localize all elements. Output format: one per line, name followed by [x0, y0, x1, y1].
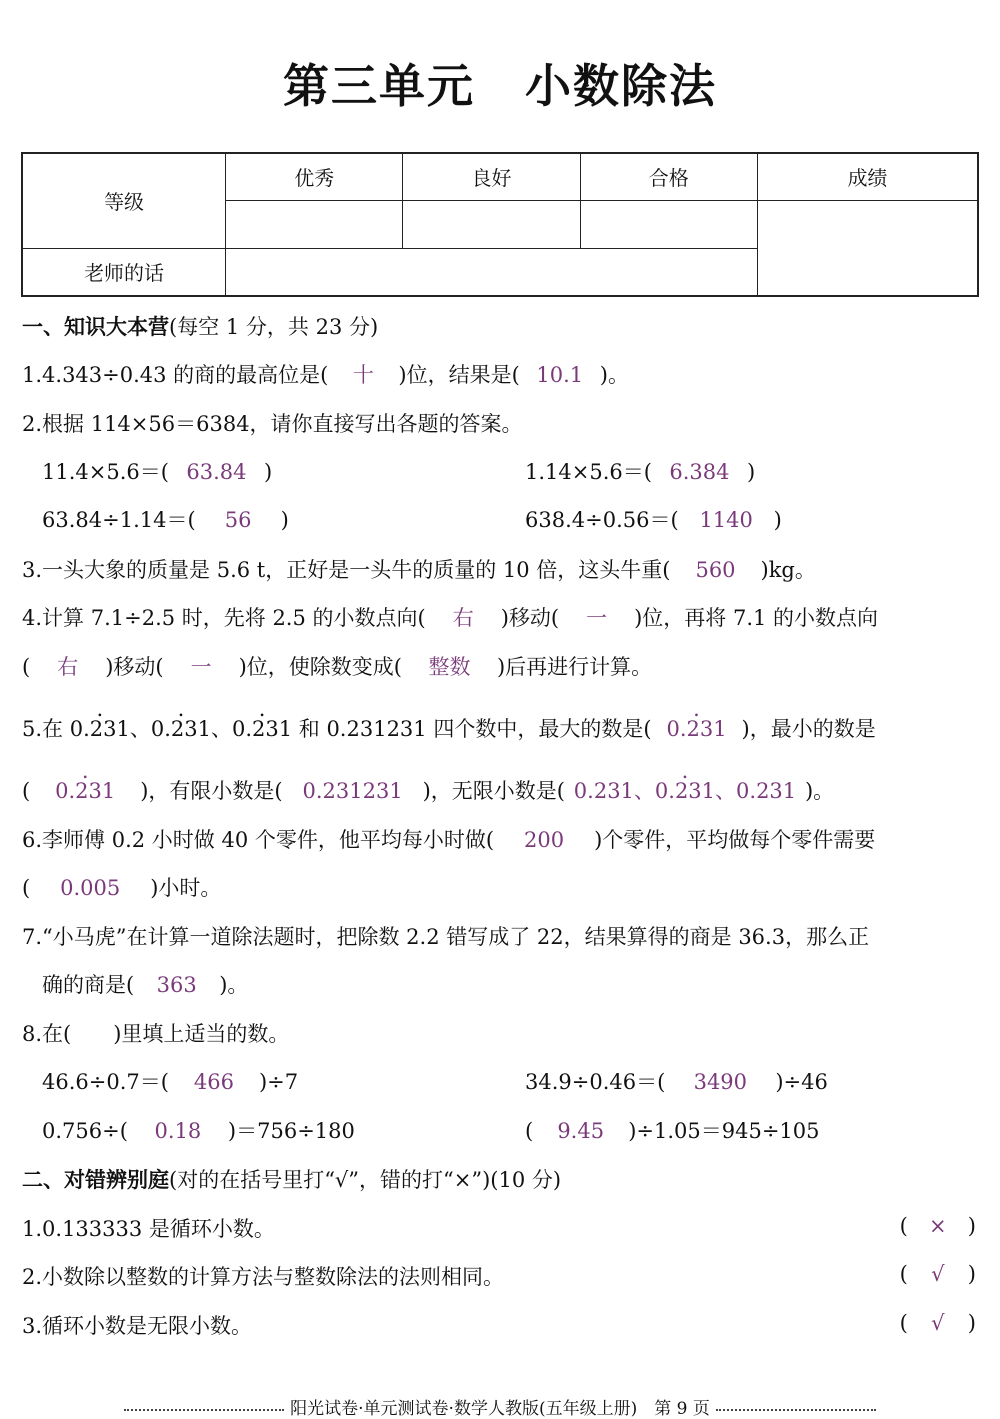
- footer-text: 阳光试卷·单元测试卷·数学人教版(五年级上册) 第 9 页: [290, 1399, 710, 1419]
- q8-row1-left: [42, 1067, 298, 1097]
- question-2: 2.根据 114×56＝6384，请你直接写出各题的答案。: [22, 412, 523, 436]
- question-1: [22, 360, 629, 390]
- footer-rule-right: [716, 1409, 876, 1411]
- question-6-line1: [22, 825, 875, 855]
- question-5-line1: [22, 714, 876, 744]
- q5-text-b: 和 0.231231 四个数中，最大的数是(: [292, 717, 652, 741]
- q8-r1l-end: )÷7: [258, 1070, 299, 1094]
- grade-col-pass: 合格: [580, 153, 757, 200]
- section-1-title: 一、知识大本营: [22, 315, 169, 339]
- q8-r2l-answer: 0.18: [154, 1119, 202, 1143]
- q4-answer-4: 一: [190, 655, 212, 679]
- grade-col-score: 成绩: [757, 153, 978, 200]
- q2-r2l-close: ): [280, 508, 289, 532]
- grade-table: [21, 152, 979, 297]
- grade-col-good: 良好: [403, 153, 580, 200]
- q4-answer-1: 右: [452, 606, 474, 630]
- question-6-line2: [22, 873, 221, 903]
- q8-r1l-text: 46.6÷0.7＝(: [42, 1070, 169, 1094]
- q4-answer-5: 整数: [428, 655, 471, 679]
- q4-text-b: )移动(: [500, 606, 560, 630]
- q5-answer-2: . 0.231: [30, 776, 140, 806]
- judge-1-answer-box: ( × ): [899, 1214, 976, 1238]
- grade-cell-pass: [580, 200, 757, 248]
- judge-3-answer: √: [931, 1311, 945, 1335]
- q7-answer: 363: [156, 973, 197, 997]
- q7-text-b: 确的商是(: [42, 973, 135, 997]
- q5-number-1: . 0.231: [70, 714, 130, 744]
- judge-3-answer-box: ( √ ): [899, 1311, 976, 1335]
- q3-text-a: 3.一头大象的质量是 5.6 t，正好是一头牛的质量的 10 倍，这头牛重(: [22, 558, 671, 582]
- q8-row2-right: [525, 1116, 820, 1146]
- q6-answer-1: 200: [524, 828, 565, 852]
- section-2-heading: [22, 1165, 561, 1195]
- judge-1: 1.0.133333 是循环小数。: [22, 1217, 275, 1241]
- q8-r2l-text: 0.756÷(: [42, 1119, 128, 1143]
- q5-answer-1: . 0.231: [652, 714, 742, 744]
- q5-number-3: . 0.231: [232, 714, 292, 744]
- q5-number-2: . 0.231: [151, 714, 211, 744]
- question-8: 8.在( )里填上适当的数。: [22, 1022, 290, 1046]
- q8-r2r-end: )÷1.05＝945÷105: [628, 1119, 820, 1143]
- q2-r1r-answer: 6.384: [669, 460, 730, 484]
- q2-r2r-close: ): [773, 508, 782, 532]
- q6-text-c: (: [22, 876, 31, 900]
- q4-text-g: )后再进行计算。: [496, 655, 653, 679]
- grade-cell-good: [403, 200, 580, 248]
- question-4-line2: [22, 652, 652, 682]
- q1-answer-1: 十: [352, 363, 374, 387]
- q6-text-a: 6.李师傅 0.2 小时做 40 个零件，他平均每小时做(: [22, 828, 495, 852]
- judge-3: 3.循环小数是无限小数。: [22, 1314, 253, 1338]
- q2-r1l-close: ): [263, 460, 273, 484]
- q4-text-e: )移动(: [105, 655, 164, 679]
- grade-col-excellent: 优秀: [226, 153, 403, 200]
- q4-text-c: )位，再将 7.1 的小数点向: [634, 606, 879, 630]
- q6-answer-2: 0.005: [60, 876, 121, 900]
- q5-text-f: )，无限小数是(: [422, 779, 565, 803]
- q5-answer-3: 0.231231: [302, 779, 403, 803]
- q5-sep-2: 、: [210, 717, 232, 741]
- teacher-comment-label: 老师的话: [22, 248, 226, 296]
- q2-row2-right: [525, 505, 782, 535]
- q8-r1r-text: 34.9÷0.46＝(: [525, 1070, 666, 1094]
- question-4-line1: [22, 603, 878, 633]
- q8-r2r-text: (: [525, 1119, 534, 1143]
- q4-text-d: (: [22, 655, 31, 679]
- q5-text-c: )，最小的数是: [741, 717, 876, 741]
- q8-r1r-end: )÷46: [775, 1070, 828, 1094]
- question-7-line2: [42, 970, 248, 1000]
- question-3: [22, 555, 816, 585]
- q4-answer-2: 一: [586, 606, 608, 630]
- title-topic: 小数除法: [525, 59, 717, 113]
- q5-sep-1: 、: [129, 717, 151, 741]
- judge-2-answer: √: [931, 1262, 945, 1286]
- q2-r2l-answer: 56: [224, 508, 252, 532]
- q1-answer-2: 10.1: [536, 363, 584, 387]
- q4-answer-3: 右: [57, 655, 79, 679]
- q8-r1r-answer: 3490: [693, 1070, 748, 1094]
- q2-r1r-text: 1.14×5.6＝(: [525, 460, 652, 484]
- question-5-line2: [22, 776, 834, 806]
- q4-text-f: )位，使除数变成(: [238, 655, 402, 679]
- q1-text-a: 1.4.343÷0.43 的商的最高位是(: [22, 363, 329, 387]
- q7-text-c: )。: [219, 973, 249, 997]
- q2-row2-left: [42, 505, 289, 535]
- q8-r1l-answer: 466: [193, 1070, 234, 1094]
- q2-row1-right: [525, 457, 755, 487]
- judge-1-answer: ×: [928, 1214, 947, 1238]
- q3-answer: 560: [695, 558, 736, 582]
- footer-rule-left: [124, 1409, 284, 1411]
- section-2-note: (对的在括号里打“√”，错的打“×”)(10 分): [169, 1168, 562, 1192]
- q2-r1r-close: ): [746, 460, 756, 484]
- question-7-line1: 7.“小马虎”在计算一道除法题时，把除数 2.2 错写成了 22，结果算得的商是 36.3，那么正: [22, 925, 870, 949]
- q2-r2l-text: 63.84÷1.14＝(: [42, 508, 196, 532]
- page-footer: [0, 1394, 1000, 1419]
- q5-text-g: )。: [804, 779, 835, 803]
- q2-r2r-answer: 1140: [699, 508, 753, 532]
- q8-r2r-answer: 9.45: [557, 1119, 605, 1143]
- q8-r2l-end: )＝756÷180: [227, 1119, 355, 1143]
- q5-text-a: 5.在: [22, 717, 70, 741]
- grade-cell-score: [757, 200, 978, 296]
- q1-text-b: )位，结果是(: [398, 363, 520, 387]
- q3-text-b: )kg。: [760, 558, 816, 582]
- q1-text-c: )。: [599, 363, 629, 387]
- q5-text-e: )，有限小数是(: [140, 779, 283, 803]
- q5-answer-4: . 0.231、0.231、0.231: [565, 776, 805, 806]
- page-title: [0, 50, 1000, 116]
- judge-2-answer-box: ( √ ): [899, 1262, 976, 1286]
- q5-text-d: (: [22, 779, 31, 803]
- q6-text-b: )个零件，平均做每个零件需要: [594, 828, 876, 852]
- grade-level-label: 等级: [22, 153, 226, 248]
- section-2-title: 二、对错辨别庭: [22, 1168, 169, 1192]
- q8-row1-right: [525, 1067, 828, 1097]
- q2-r1l-answer: 63.84: [186, 460, 247, 484]
- q4-text-a: 4.计算 7.1÷2.5 时，先将 2.5 的小数点向(: [22, 606, 426, 630]
- grade-cell-excellent: [226, 200, 403, 248]
- teacher-comment-cell: [226, 248, 758, 296]
- q2-r1l-text: 11.4×5.6＝(: [42, 460, 169, 484]
- q8-row2-left: [42, 1116, 355, 1146]
- title-unit: 第三单元: [283, 59, 475, 113]
- q6-text-d: )小时。: [150, 876, 222, 900]
- judge-2: 2.小数除以整数的计算方法与整数除法的法则相同。: [22, 1265, 505, 1289]
- section-1-note: (每空 1 分，共 23 分): [169, 315, 379, 339]
- q2-row1-left: [42, 457, 272, 487]
- section-1-heading: [22, 312, 378, 342]
- q2-r2r-text: 638.4÷0.56＝(: [525, 508, 679, 532]
